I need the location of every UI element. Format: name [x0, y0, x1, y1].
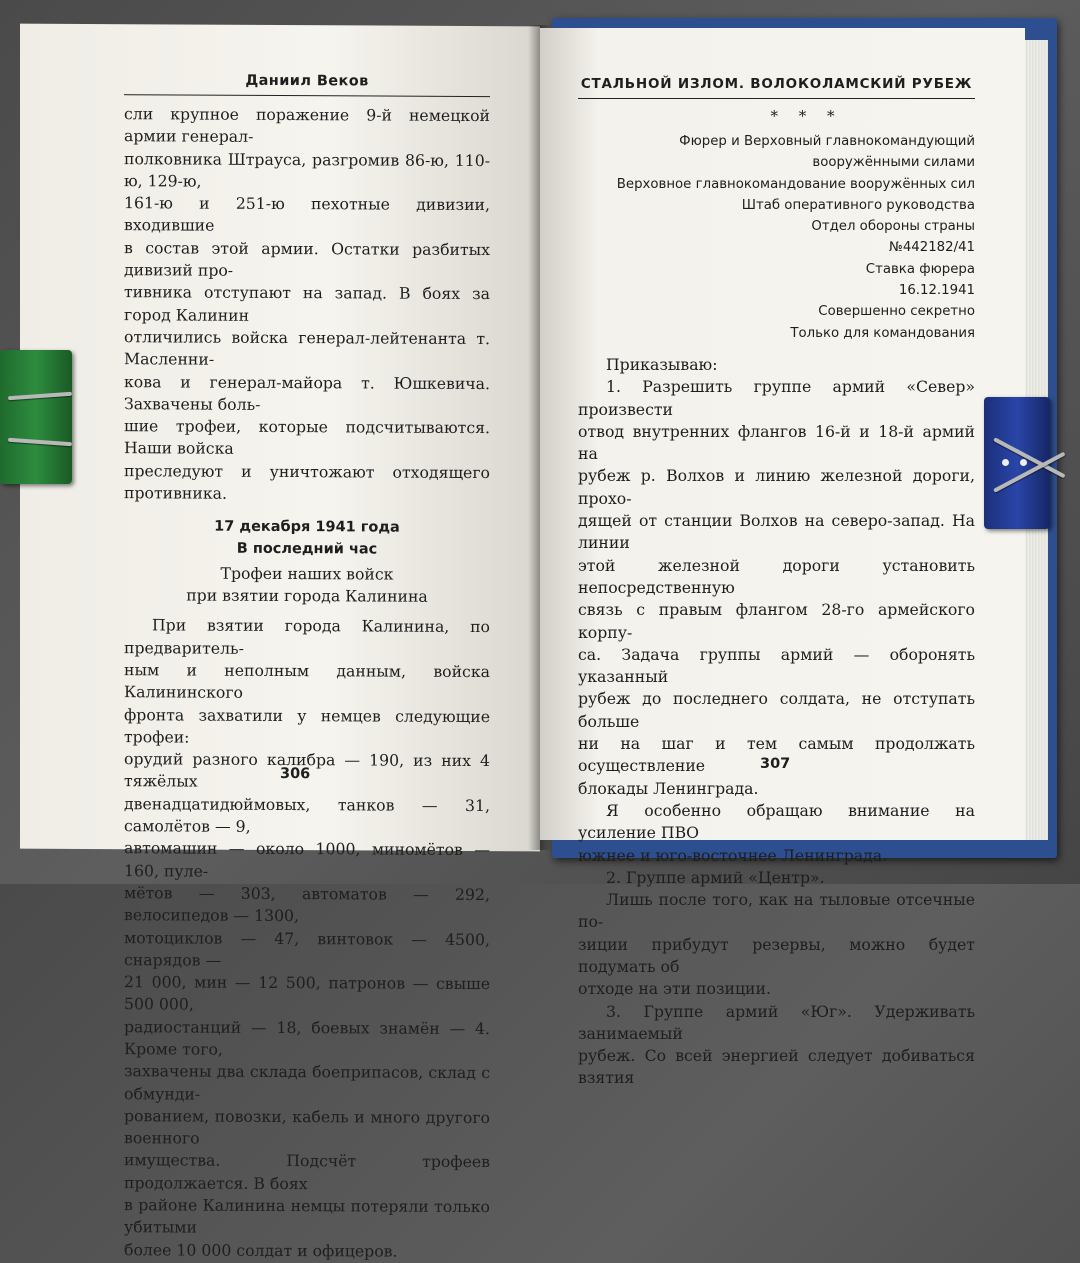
left-line: радиостанций — 18, боевых знамён — 4. Кроме того, — [124, 1016, 490, 1059]
right-line: са. Задача группы армий — оборонять указанный — [578, 644, 975, 687]
caption — [124, 563, 490, 609]
header-line: Верховное главнокомандование вооружённых сил — [616, 176, 975, 192]
left-running-head: Даниил Веков — [124, 72, 490, 97]
right-line: рубеж р. Волхов и линию железной дороги, прохо- — [578, 466, 975, 508]
right-line: Приказываю: — [606, 354, 718, 374]
left-line: двенадцатидюймовых, танков — 31, самолётов — 9, — [124, 793, 490, 836]
right-line: Лишь после того, как на тыловые отсечные по- — [578, 890, 975, 932]
right-line: 2. Группе армий «Центр». — [606, 867, 825, 887]
left-line: кова и генерал-майора т. Юшкевича. Захвачены боль- — [124, 371, 490, 414]
blue-binder-clip — [984, 397, 1050, 529]
left-line: мётов — 303, автоматов — 292, велосипедов — 1300, — [124, 883, 490, 926]
right-line: Я особенно обращаю внимание на усиление ПВО — [578, 800, 975, 843]
right-line: связь с правым флангом 28-го армейского корпу- — [578, 600, 975, 642]
right-line: отвод внутренних флангов 16-й и 18-й армий на — [578, 421, 975, 464]
left-line: автомашин — около 1000, миномётов — 160, пуле- — [124, 838, 490, 881]
right-line: ни на шаг и тем самым продолжать осуществление — [578, 734, 975, 776]
left-line: рованием, повозки, кабель и много другого военного — [124, 1106, 490, 1148]
left-line: шие трофеи, которые подсчитываются. Наши войска — [124, 416, 490, 459]
left-line: При взятии города Калинина, по предваритель- — [124, 615, 490, 658]
left-line: орудий разного калибра — 190, из них 4 тяжёлых — [124, 749, 490, 791]
right-running-head: СТАЛЬНОЙ ИЗЛОМ. ВОЛОКОЛАМСКИЙ РУБЕЖ — [578, 76, 975, 99]
right-line: блокады Ленинграда. — [578, 778, 759, 798]
right-line: 1. Разрешить группе армий «Север» произвести — [578, 377, 975, 419]
left-line: мотоциклов — 47, винтовок — 4500, снарядов — — [124, 927, 490, 970]
caption-line: Трофеи наших войск — [220, 564, 394, 584]
right-line: этой железной дороги установить непосредственную — [578, 555, 975, 597]
left-line: отличились войска генерал-лейтенанта т. Масленни- — [124, 327, 490, 369]
left-line: более 10 000 солдат и офицеров. — [124, 1239, 398, 1261]
header-line: вооружёнными силами — [812, 155, 975, 171]
caption-line: при взятии города Калинина — [186, 585, 428, 607]
header-line: Штаб оперативного руководства — [741, 197, 975, 213]
sub-heading: В последний час — [236, 541, 378, 558]
left-line: в районе Калинина немцы потеряли только убитыми — [124, 1195, 490, 1237]
clip-wire — [8, 392, 72, 400]
left-line: полковника Штрауса, разгромив 86-ю, 110-ю, 129-ю, — [124, 148, 490, 191]
header-line: Отдел обороны страны — [811, 219, 975, 235]
left-line: имущества. Подсчёт трофеев продолжается. В боях — [124, 1150, 490, 1193]
left-line: 21 000, мин — 12 500, патронов — свыше 500 000, — [124, 972, 490, 1014]
section-asterisks: * * * — [770, 107, 843, 125]
left-line: захвачены два склада боеприпасов, склад с обмунди- — [124, 1061, 490, 1104]
left-line: 161-ю и 251-ю пехотные дивизии, входившие — [124, 193, 490, 236]
right-line: зиции прибудут резервы, можно будет подумать об — [578, 934, 975, 976]
right-line: рубеж. Со всей энергией следует добиваться взятия — [578, 1046, 975, 1088]
left-line: преследуют и уничтожают отходящего противника. — [124, 460, 490, 503]
left-line: ным и неполным данным, войска Калининского — [124, 660, 490, 703]
header-line: Только для командования — [790, 325, 975, 341]
green-binder-clip — [0, 350, 72, 484]
clip-wire — [8, 438, 72, 446]
header-line: №442182/41 — [889, 240, 975, 256]
left-line: тивника отступают на запад. В боях за город Калинин — [124, 282, 490, 325]
right-line: отходе на эти позиции. — [578, 979, 771, 999]
right-page-number: 307 — [760, 756, 791, 772]
left-line: фронта захватили у немцев следующие трофеи: — [124, 704, 490, 747]
right-line: 3. Группе армий «Юг». Удерживать занимаемый — [578, 1001, 975, 1043]
date-heading: 17 декабря 1941 года — [214, 518, 400, 536]
header-line: Фюрер и Верховный главнокомандующий — [679, 134, 975, 149]
right-line: южнее и юго-восточнее Ленинграда. — [578, 845, 888, 865]
left-line: сли крупное поражение 9-й немецкой армии генерал- — [124, 104, 490, 147]
left-page — [20, 24, 540, 1261]
left-page-number: 306 — [280, 766, 311, 783]
clip-hole — [1020, 459, 1027, 466]
right-line: дящей от станции Волхов на северо-запад. На линии — [578, 511, 975, 553]
header-line: Ставка фюрера — [865, 261, 975, 277]
header-line: Совершенно секретно — [818, 304, 975, 320]
header-line: 16.12.1941 — [898, 283, 975, 299]
right-page — [540, 28, 1025, 1088]
clip-hole — [1002, 459, 1009, 466]
document-header — [578, 131, 975, 344]
right-line: рубеж до последнего солдата, не отступать больше — [578, 689, 975, 731]
left-line: в состав этой армии. Остатки разбитых дивизий про- — [124, 237, 490, 280]
